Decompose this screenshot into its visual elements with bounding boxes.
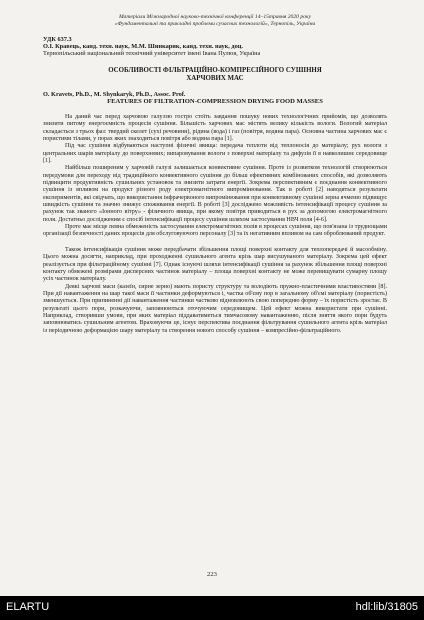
paragraph-5: Також інтенсифікація сушіння може передбачати збільшення площі поверхні контакту для теплопередачі й масообміну. Цього можна досягти, наприклад, при проходженні сушильного агента крізь шар висушуваного матеріалу. Зокрема цей ефект реалізується при фільтраційному сушінні [7]. Однак існуючі шляхи інтенсифікації сушіння за рахунок збільшення площі поверхні контакту обмежені розмірами дисперсних частинок матеріалу – площа поверхні контакту не може перевищувати сумарну площу усіх частинок матеріалу. <box>43 246 387 283</box>
conference-header-line-1: Матеріали Міжнародної науково-технічної конференції 14–15травня 2020 року <box>118 14 312 20</box>
article-body <box>43 114 387 335</box>
conference-header-line-2: «Фундаментальні та прикладні проблеми сучасних технологій», Тернопіль, Україна <box>114 20 316 27</box>
paragraph-1: На даний час перед харчовою галуззю гостро стоїть завдання пошуку нових технологічних прийомів, що дозволять знизити питому енергоємність процесів сушіння. Більшість харчових мас містять велику кількість вологи. Вологий матеріал складається з трьох фаз: твердий скелет (сухі речовини), рідина (вода) і газ (повітря, водяна пара). Основна частина харчових мас є пористими тілами, у порах яких знаходиться повітря або водяна пара [1]. <box>43 113 387 142</box>
repository-name: ELARTU <box>6 601 50 613</box>
paragraph-6: Деякі харчові маси (казеїн, сирне зерно) мають пористу структуру та володіють пружно-пластичними властивостями [8]. При дії навантаження на шар такої маси її частинки деформуються і, частка об'єму пор в загальному об'ємі матеріалу (пористість) зменшується. При припиненні дії навантаження частинки частково відновлюють свою попередню форму – їх пористість зростає. В результаті цього пори, розкачуючи, заповнюються оточуючим середовищем. Цей ефект можна використати при сушінні. Наприклад, створивши умови, при яких матеріал піддаватиметься тимчасовому навантаженню, після зняття якого пори будуть заповнюватись сушильним агентом. Враховуючи це, існує перспектива поєднання фільтрування сушильного агента крізь матеріал із періодичною деформацією шару матеріалу та створення нового способу сушіння – компресійно-фільтраційного. <box>43 283 387 334</box>
paragraph-4: Проте має місце певна обмеженість застосування електромагнітних полів в процесах сушіння, що пов'язана із труднощами організації безпечності даних процесів для обслуговуючого персоналу [3] та їх негативним впливом на сам оброблюваний продукт. <box>43 224 387 238</box>
title-english: FEATURES OF FILTRATION-COMPRESSION DRYING FOOD MASSES <box>107 98 323 106</box>
title-ukrainian <box>43 67 387 83</box>
affiliation: Тернопільський національний технічний університет імені Івана Пулюя, Україна <box>43 50 261 58</box>
udc-code: УДК 637.3 <box>43 35 72 43</box>
authors-ukrainian: О.І. Кравець, канд. техн. наук, М.М. Шинкарик, канд. техн. наук, доц. <box>43 42 243 50</box>
title-ukrainian-line-2: ХАРЧОВИХ МАС <box>186 74 244 82</box>
handle-link[interactable]: hdl:lib/31805 <box>355 601 418 613</box>
paragraph-2: Під час сушіння відбуваються наступні фізичні явища: передача теплоти від теплоносія до матеріалу; рух вологи з центральних шарів матеріалу до поверхневих; випаровування вологи з поверхні матеріалу та дифузія її в навколишнє середовище [1]. <box>43 143 387 165</box>
title-ukrainian-line-1: ОСОБЛИВОСТІ ФІЛЬТРАЦІЙНО-КОМПРЕСІЙНОГО СУШІННЯ <box>108 66 322 74</box>
page-number: 223 <box>207 571 217 578</box>
paragraph-3: Найбільш поширеним у харчовій галузі залишається конвективне сушіння. Проте із розвитком технологій створюються передумови для переходу від традиційного конвективного сушіння до більш ефективних комбінованих способів, які дозволяють підвищити продуктивність сушильних установок та знизити затрати енергії. Зокрема перспективним є поєднання конвективного сушіння із впливом на продукт різного роду електромагнітного випромінювання. Так в роботі [2] наводяться результати експериментів, які свідчать, що використання інфрачервоного випромінювання при конвективному сушінні зерна ячменю підвищує швидкість сушіння та значно знижує споживання енергії. В роботі [3] досліджено можливість інтенсифікації процесу сушіння за рахунок так званого «Іонного вітру» - фізичного явища, при якому повітря приводиться в рух за допомогою електромагнітного поля. Достатньо дослідженим є спосіб інтенсифікації процесу сушіння шляхом застосування НВЧ поля [4-6]. <box>43 165 387 223</box>
page-content <box>43 14 387 335</box>
repository-footer-bar <box>0 596 424 620</box>
authors-english: O. Kravets, Ph.D., M. Shynkaryk, Ph.D., Assoc. Prof. <box>43 90 186 98</box>
conference-header <box>43 14 387 28</box>
